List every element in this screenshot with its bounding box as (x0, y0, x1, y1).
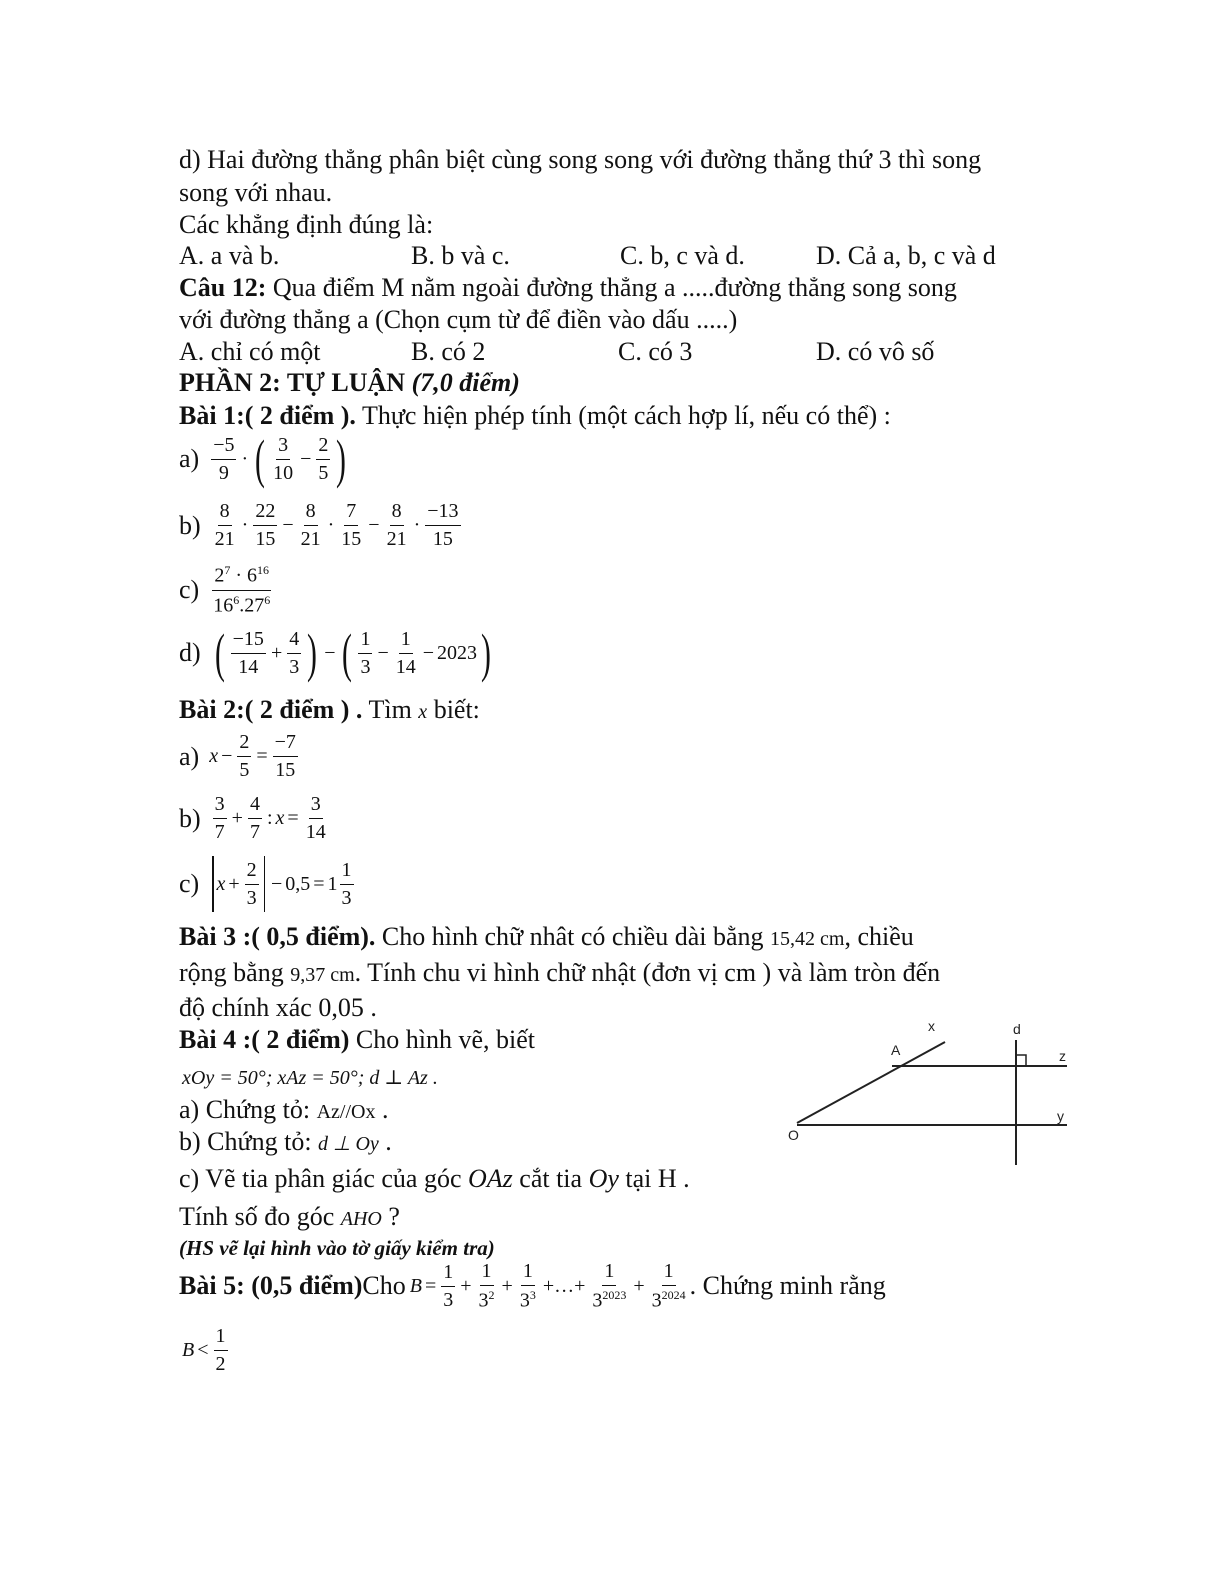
bai4-d (179, 1201, 400, 1235)
bai1-heading (179, 400, 891, 432)
question-12-text: Qua điểm M nằm ngoài đường thẳng a .....đường thẳng song song (266, 273, 957, 302)
bai1-c-label: c) (179, 575, 200, 605)
bai2-var: x (418, 701, 428, 723)
label-z: z (1059, 1048, 1066, 1064)
geometry-figure (780, 1015, 1080, 1175)
bai4-given: xOy = 50°; xAz = 50°; d ⊥ Az . (182, 1067, 438, 1089)
q12-option-c: C. có 3 (618, 337, 693, 366)
bai1-b-label: b) (179, 510, 201, 540)
bai2-text: Tìm (362, 695, 419, 724)
bai5-claim: B < $\frac{1}{2}$ (182, 1325, 226, 1375)
bai5-label: Bài 5: (0,5 điểm) (179, 1271, 363, 1301)
q11-option-d: D. Cả a, b, c và d (816, 241, 996, 270)
part2-title: PHẦN 2: TỰ LUẬN (179, 368, 406, 397)
bai2-c-label: c) (179, 869, 200, 898)
bai1-c: c) $\frac{2^7 \cdot 6^{16}}{16^6.27^6}$ (179, 563, 271, 617)
bai4-d-angle: AHO (340, 1208, 382, 1230)
q11-option-b: B. b và c. (411, 241, 510, 270)
bai4-d-text: Tính số đo góc (179, 1202, 341, 1231)
bai2-a: a) x − $\frac{2}{5}$ = $\frac{-7}{15}$ (179, 731, 296, 781)
bai3-label: Bài 3 :( 0,5 điểm). (179, 922, 376, 951)
bai1-b: b) $\frac{8}{21}$ · $\frac{22}{15}$ − $\frac{8}{21}$ · $\frac{7}{15}$ − $\frac{8}{21}$ · $\frac{-13}{15}$ (179, 500, 459, 550)
right-angle-mark (1016, 1055, 1026, 1066)
bai3-line1 (179, 921, 914, 955)
question-12-label: Câu 12: (179, 273, 267, 302)
bai4-c-text3: tại H . (618, 1164, 690, 1193)
prompt-correct: Các khẳng định đúng là: (179, 210, 434, 239)
bai3-text1: Cho hình chữ nhât có chiều dài bằng (375, 922, 771, 951)
bai2-c: c) x + $\frac{2}{3}$ − 0,5 = 1 $\frac{1}{3}$ (179, 856, 356, 912)
bai5-text: Cho (362, 1271, 406, 1301)
part2-heading (179, 367, 520, 399)
label-d: d (1013, 1021, 1021, 1037)
label-a: A (891, 1042, 901, 1058)
bai2-close: ) . (334, 695, 363, 724)
question-12 (179, 272, 957, 304)
bai3-text2a: rộng bằng (179, 958, 291, 987)
bai5-end: . Chứng minh rằng (689, 1271, 886, 1301)
bai1-label: Bài 1:( 2 điểm ). (179, 401, 356, 430)
bai4-d-text2: ? (381, 1202, 400, 1231)
bai1-a: a) $\frac{-5}{9}$ · ( $\frac{3}{10}$ − $\frac{2}{5}$ ) (179, 429, 347, 489)
part2-score: (7,0 điểm) (411, 368, 520, 397)
ray-ox (797, 1042, 945, 1123)
statement-d-cont: song với nhau. (179, 178, 333, 207)
bai3-width: 9,37 cm (290, 964, 355, 986)
label-x: x (928, 1018, 935, 1034)
q11-option-a: A. a và b. (179, 241, 280, 270)
q11-option-c: C. b, c và d. (620, 241, 745, 270)
bai4-a-text: a) Chứng tỏ: (179, 1095, 317, 1124)
bai5: Bài 5: (0,5 điểm) Cho B = $\frac{1}{3}$ + $\frac{1}{3^2}$ + $\frac{1}{3^3}$ +…+ $\frac{1}{3^{2023}}$ + $\frac{1}{3^{2024}}$ . Chứng minh rằng (179, 1260, 886, 1312)
bai4-a-math: Az//Ox (316, 1101, 376, 1123)
bai3-line3: độ chính xác 0,05 . (179, 993, 377, 1022)
bai3-line2 (179, 957, 940, 991)
bai4-note: (HS vẽ lại hình vào tờ giấy kiểm tra) (179, 1236, 495, 1260)
label-o: O (788, 1127, 799, 1143)
bai4-b-text: b) Chứng tỏ: (179, 1127, 319, 1156)
bai2-b: b) $\frac{3}{7}$ + $\frac{4}{7}$ : x = $\frac{3}{14}$ (179, 793, 326, 843)
label-y: y (1057, 1108, 1064, 1124)
bai2-heading (179, 694, 480, 728)
bai1-d: d) ( $\frac{-15}{14}$ + $\frac{4}{3}$ ) − ( $\frac{1}{3}$ − $\frac{1}{14}$ − 2023 ) (179, 623, 491, 683)
bai3-length: 15,42 cm (770, 928, 845, 950)
q12-option-b: B. có 2 (411, 337, 486, 366)
bai2-text2: biết: (427, 695, 480, 724)
bai4-c-text: c) Vẽ tia phân giác của góc (179, 1164, 468, 1193)
bai2-label: Bài 2:( 2 điểm (179, 695, 335, 724)
bai4-b: b) Chứng tỏ: d ⊥ Oy . (179, 1127, 392, 1156)
bai2-a-label: a) (179, 741, 200, 771)
bai1-d-label: d) (179, 638, 201, 667)
q12-option-a: A. chỉ có một (179, 337, 321, 366)
bai3-text1b: , chiều (844, 922, 914, 951)
bai4-c-ray: Oy (588, 1164, 619, 1193)
bai4-c-text2: cắt tia (512, 1164, 589, 1193)
bai4-b-math: d ⊥ Oy (318, 1133, 379, 1155)
statement-d: d) Hai đường thẳng phân biệt cùng song song với đường thẳng thứ 3 thì song (179, 145, 982, 174)
bai1-text: Thực hiện phép tính (một cách hợp lí, nếu có thể) : (355, 401, 891, 430)
bai4-a: a) Chứng tỏ: Az//Ox . (179, 1095, 389, 1124)
bai4-label: Bài 4 :( 2 điểm) (179, 1025, 350, 1054)
bai4-text: Cho hình vẽ, biết (349, 1025, 536, 1054)
bai4-c-angle: OAz (468, 1164, 513, 1193)
question-12-cont: với đường thẳng a (Chọn cụm từ để điền vào dấu .....) (179, 305, 738, 334)
bai4-c (179, 1163, 690, 1195)
bai3-text2b: . Tính chu vi hình chữ nhật (đơn vị cm ) và làm tròn đến (354, 958, 941, 987)
q12-option-d: D. có vô số (816, 337, 935, 366)
bai1-a-label: a) (179, 444, 200, 473)
bai2-b-label: b) (179, 803, 201, 833)
bai4-heading (179, 1024, 535, 1056)
